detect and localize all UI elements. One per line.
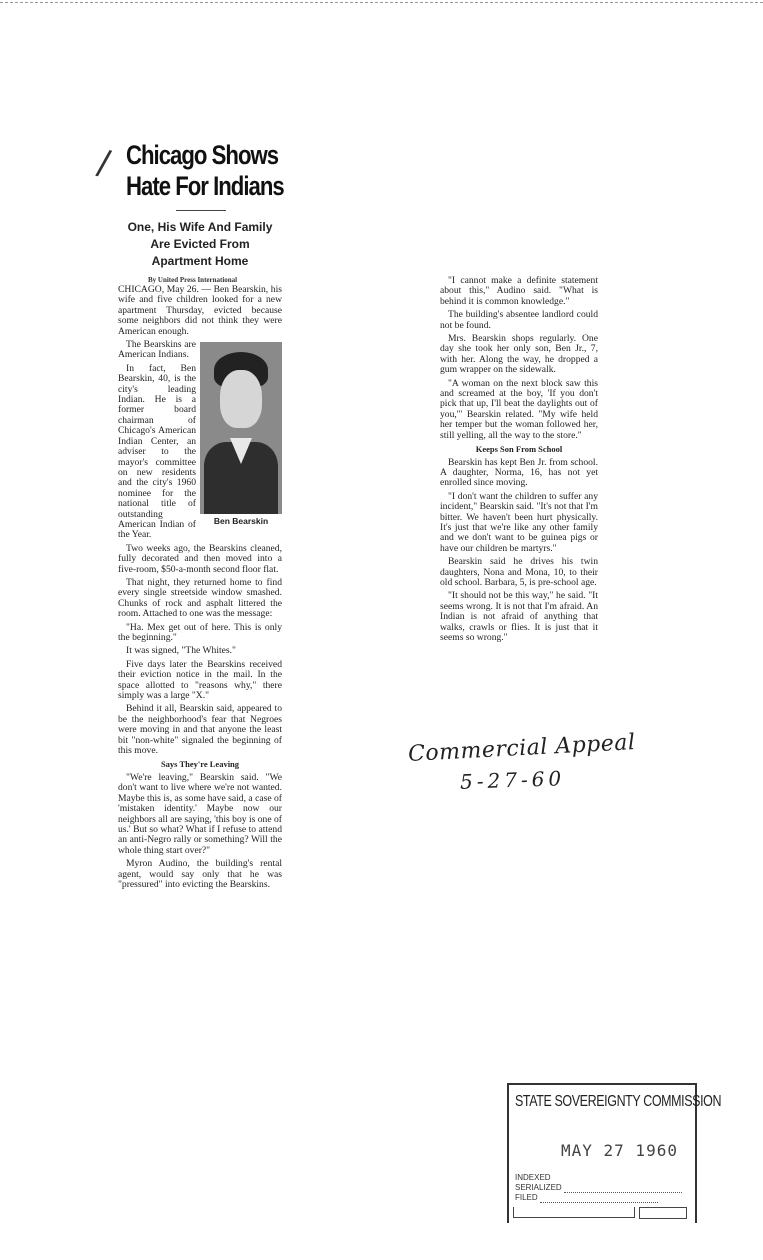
byline: By United Press International [148,276,238,284]
paragraph: The building's absentee landlord could not be found. [440,309,598,331]
headline-divider [176,210,226,211]
subhead-line-2: Are Evicted From [150,237,250,251]
subhead-line-1: One, His Wife And Family [127,220,273,234]
paragraph: That night, they returned home to find every single streetside window smashed. Chunks of rock and asphalt littered the room. Attached to one was the message: [118,576,282,620]
paragraph: It was signed, "The Whites." [126,645,236,657]
photo-caption: Ben Bearskin [213,516,269,527]
article-left-column [118,140,282,893]
headline-line-2: Hate For Indians [126,171,284,201]
stamp-box [639,1207,687,1219]
paragraph: "We're leaving," Bearskin said. "We don't want to live where we're not wanted. Maybe this is, as some have said, a case of 'mistaken identity.' Maybe now our neighbors all are saying, 'this boy is one of us.' But so what? What if I refuse to attend an anti-Negro rally or something? Will the whole thing start over?" [118,771,282,856]
paragraph: CHICAGO, May 26. — Ben Bearskin, his wife and five children looked for a new apartment Thursday, evicted because some neighbors did not think they were American enough. [118,284,282,337]
stamp-dotted-line [564,1185,682,1193]
left-body-text [118,285,282,890]
section-heading: Keeps Son From School [475,444,563,455]
stamp-dotted-line [540,1195,658,1203]
stamp-boxes [513,1207,691,1219]
paragraph: Bearskin said he drives his twin daughters, Nona and Mona, 10, to their old school. Barbara, 5, is pre-school age. [440,556,598,588]
stamp-label: SERIALIZED [515,1183,562,1192]
paragraph: "I cannot make a definite statement about this," Audino said. "What is behind it is common knowledge." [440,275,598,307]
paragraph: Behind it all, Bearskin said, appeared to be the neighborhood's fear that Negroes were moving in and that anyone the least bit "non-white" signaled the beginning of this move. [118,703,282,757]
stamp-field-indexed [515,1173,682,1183]
subheadline [118,219,282,270]
paragraph: "I don't want the children to suffer any incident," Bearskin said. "It's not that I'm bitter. We haven't been hurt physically. It's just that we're like any other family and we don't want to be guinea pigs or have our children be martyrs." [440,490,598,554]
stamp-box [513,1207,635,1218]
page-top-border [0,2,763,3]
photo-face [220,370,262,428]
commission-stamp [507,1083,722,1223]
stamp-date: MAY 27 1960 [561,1141,678,1160]
stamp-label: FILED [515,1193,538,1202]
pen-mark: / [93,142,114,184]
stamp-field-filed [515,1193,682,1203]
headline [126,140,290,202]
handwritten-date: 5-27-60 [459,766,566,794]
paragraph: Mrs. Bearskin shops regularly. One day she took her only son, Ben Jr., 7, with her. Along the way, he dropped a gum wrapper on the sidewalk. [440,333,598,376]
paragraph: "It should not be this way," he said. "It seems wrong. It is not that I'm afraid. An Indian is not afraid of anything that walks, crawls or flies. It is just that it seems so wrong." [440,590,598,643]
paragraph: The Bearskins are American Indians. [118,339,196,361]
portrait-photo-block [200,342,282,526]
paragraph: Bearskin has kept Ben Jr. from school. A daughter, Norma, 16, has not yet enrolled since moving. [440,456,598,489]
paragraph: In fact, Ben Bearskin, 40, is the city's leading Indian. He is a former board chairman of Chicago's American Indian Center, an adviser to the mayor's committee on new residents and the city's 1960 nominee for the national title of outstanding American Indian of the Year. [118,362,196,541]
paragraph: "Ha. Mex get out of here. This is only the beginning." [118,621,282,643]
subhead-line-3: Apartment Home [151,254,249,268]
headline-line-1: Chicago Shows [126,140,279,170]
paragraph: Myron Audino, the building's rental agent, would say only that he was "pressured" into evicting the Bearskins. [118,858,282,890]
handwritten-source: Commercial Appeal [407,730,637,767]
paragraph: Five days later the Bearskins received their eviction notice in the mail. In the space allotted to "reasons why," there simply was a large "X." [118,658,282,702]
stamp-fields [515,1173,682,1203]
stamp-label: INDEXED [515,1173,551,1182]
article-right-column [440,276,598,646]
stamp-field-serialized [515,1183,682,1193]
section-heading: Says They're Leaving [160,759,240,770]
stamp-title: STATE SOVEREIGNTY COMMISSION [515,1093,722,1110]
portrait-photo [200,342,282,514]
paragraph: "A woman on the next block saw this and screamed at the boy, 'If you don't pick that up, I'll beat the daylights out of you,'" Bearskin related. "My wife held her temper but the woman followed her, still yelling, all the way to the store." [440,377,598,441]
paragraph: Two weeks ago, the Bearskins cleaned, fully decorated and then moved into a five-room, $50-a-month second floor flat. [118,542,282,575]
